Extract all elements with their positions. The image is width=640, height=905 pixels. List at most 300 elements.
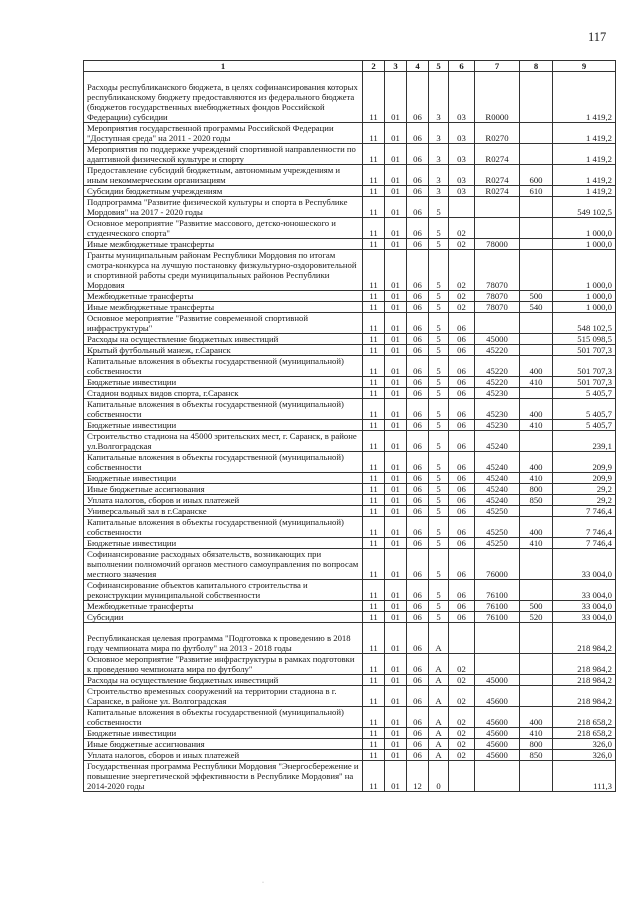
- row-name: Капитальные вложения в объекты государственной (муниципальной) собственности: [84, 452, 363, 473]
- amount: 1 419,2: [553, 165, 616, 186]
- subprogram-code: А: [429, 686, 449, 707]
- subprogram-code: А: [429, 707, 449, 728]
- program-code: 06: [407, 750, 429, 761]
- program-code: 06: [407, 484, 429, 495]
- subprogram-code: 5: [429, 506, 449, 517]
- expense-type-code: 600: [520, 165, 553, 186]
- subprogram-code: 5: [429, 612, 449, 623]
- subsection-code: 01: [385, 186, 407, 197]
- direction-code: 45230: [475, 399, 520, 420]
- amount: 218 984,2: [553, 686, 616, 707]
- program-code: 06: [407, 144, 429, 165]
- section-code: 11: [363, 420, 385, 431]
- subprogram-code: 5: [429, 484, 449, 495]
- amount: 1 000,0: [553, 218, 616, 239]
- program-code: 06: [407, 186, 429, 197]
- section-code: 11: [363, 452, 385, 473]
- row-name: Гранты муниципальным районам Республики Мордовия по итогам смотра-конкурса на лучшую постановку физкультурно-оздоровительной и спортивной работы среди муниципальных районов Республики Мордовия: [84, 250, 363, 291]
- row-name: Бюджетные инвестиции: [84, 420, 363, 431]
- subprogram-code: А: [429, 750, 449, 761]
- table-row: [84, 291, 616, 302]
- expense-type-code: [520, 580, 553, 601]
- direction-code: R0274: [475, 144, 520, 165]
- event-code: 06: [449, 356, 475, 377]
- amount: 218 984,2: [553, 623, 616, 654]
- direction-code: 76100: [475, 601, 520, 612]
- table-body: [84, 72, 616, 792]
- expense-type-code: 850: [520, 750, 553, 761]
- amount: 501 707,3: [553, 345, 616, 356]
- subprogram-code: 5: [429, 313, 449, 334]
- section-code: 11: [363, 399, 385, 420]
- event-code: [449, 623, 475, 654]
- table-row: [84, 356, 616, 377]
- direction-code: 78000: [475, 239, 520, 250]
- section-code: 11: [363, 218, 385, 239]
- amount: 5 405,7: [553, 420, 616, 431]
- subsection-code: 01: [385, 356, 407, 377]
- subprogram-code: 5: [429, 473, 449, 484]
- subprogram-code: 5: [429, 580, 449, 601]
- amount: 548 102,5: [553, 313, 616, 334]
- event-code: 02: [449, 739, 475, 750]
- subsection-code: 01: [385, 761, 407, 792]
- program-code: 06: [407, 239, 429, 250]
- row-name: Иные бюджетные ассигнования: [84, 739, 363, 750]
- amount: 33 004,0: [553, 601, 616, 612]
- expense-type-code: [520, 506, 553, 517]
- program-code: 06: [407, 686, 429, 707]
- row-name: Строительство стадиона на 45000 зрительских мест, г. Саранск, в районе ул.Волгоградская: [84, 431, 363, 452]
- direction-code: [475, 761, 520, 792]
- subprogram-code: 5: [429, 452, 449, 473]
- amount: 111,3: [553, 761, 616, 792]
- event-code: 06: [449, 388, 475, 399]
- budget-table: [83, 60, 616, 792]
- amount: 501 707,3: [553, 377, 616, 388]
- direction-code: 45220: [475, 356, 520, 377]
- amount: 1 419,2: [553, 123, 616, 144]
- subprogram-code: 3: [429, 123, 449, 144]
- program-code: 06: [407, 345, 429, 356]
- row-name: Основное мероприятие "Развитие современной спортивной инфраструктуры": [84, 313, 363, 334]
- program-code: 06: [407, 739, 429, 750]
- amount: 33 004,0: [553, 549, 616, 580]
- subsection-code: 01: [385, 144, 407, 165]
- program-code: 06: [407, 517, 429, 538]
- table-row: [84, 612, 616, 623]
- subsection-code: 01: [385, 538, 407, 549]
- program-code: 06: [407, 707, 429, 728]
- direction-code: 78070: [475, 250, 520, 291]
- program-code: 12: [407, 761, 429, 792]
- subsection-code: 01: [385, 452, 407, 473]
- table-row: [84, 452, 616, 473]
- event-code: 03: [449, 144, 475, 165]
- table-row: [84, 549, 616, 580]
- direction-code: [475, 654, 520, 675]
- subsection-code: 01: [385, 388, 407, 399]
- event-code: 06: [449, 506, 475, 517]
- table-row: [84, 313, 616, 334]
- row-name: Софинансирование объектов капитального строительства и реконструкции муниципальной собственности: [84, 580, 363, 601]
- subprogram-code: 5: [429, 538, 449, 549]
- expense-type-code: [520, 144, 553, 165]
- expense-type-code: [520, 123, 553, 144]
- amount: 33 004,0: [553, 580, 616, 601]
- event-code: 02: [449, 728, 475, 739]
- event-code: 03: [449, 186, 475, 197]
- direction-code: [475, 218, 520, 239]
- table-row: [84, 484, 616, 495]
- section-code: 11: [363, 313, 385, 334]
- expense-type-code: 410: [520, 420, 553, 431]
- amount: 5 405,7: [553, 388, 616, 399]
- row-name: Бюджетные инвестиции: [84, 377, 363, 388]
- subprogram-code: 5: [429, 377, 449, 388]
- subprogram-code: 5: [429, 345, 449, 356]
- amount: 7 746,4: [553, 538, 616, 549]
- amount: 1 419,2: [553, 72, 616, 123]
- direction-code: [475, 197, 520, 218]
- section-code: 11: [363, 377, 385, 388]
- program-code: 06: [407, 623, 429, 654]
- expense-type-code: 540: [520, 302, 553, 313]
- subsection-code: 01: [385, 612, 407, 623]
- subsection-code: 01: [385, 239, 407, 250]
- direction-code: 45250: [475, 506, 520, 517]
- table-row: [84, 250, 616, 291]
- expense-type-code: [520, 239, 553, 250]
- subprogram-code: 5: [429, 334, 449, 345]
- event-code: 02: [449, 750, 475, 761]
- subprogram-code: 5: [429, 356, 449, 377]
- expense-type-code: [520, 549, 553, 580]
- expense-type-code: 400: [520, 707, 553, 728]
- subprogram-code: А: [429, 728, 449, 739]
- event-code: 06: [449, 549, 475, 580]
- direction-code: 45220: [475, 377, 520, 388]
- program-code: 06: [407, 654, 429, 675]
- subsection-code: 01: [385, 517, 407, 538]
- column-header: 4: [407, 61, 429, 72]
- program-code: 06: [407, 506, 429, 517]
- section-code: 11: [363, 654, 385, 675]
- direction-code: 76100: [475, 612, 520, 623]
- section-code: 11: [363, 707, 385, 728]
- amount: 7 746,4: [553, 506, 616, 517]
- section-code: 11: [363, 144, 385, 165]
- section-code: 11: [363, 728, 385, 739]
- column-header: 2: [363, 61, 385, 72]
- amount: 515 098,5: [553, 334, 616, 345]
- subsection-code: 01: [385, 334, 407, 345]
- event-code: 03: [449, 123, 475, 144]
- program-code: 06: [407, 728, 429, 739]
- section-code: 11: [363, 484, 385, 495]
- subsection-code: 01: [385, 345, 407, 356]
- subsection-code: 01: [385, 399, 407, 420]
- amount: 29,2: [553, 484, 616, 495]
- expense-type-code: 410: [520, 728, 553, 739]
- row-name: Основное мероприятие "Развитие массового, детско-юношеского и студенческого спорта": [84, 218, 363, 239]
- amount: 549 102,5: [553, 197, 616, 218]
- program-code: 06: [407, 291, 429, 302]
- table-row: [84, 388, 616, 399]
- direction-code: R0000: [475, 72, 520, 123]
- direction-code: 78070: [475, 302, 520, 313]
- program-code: 06: [407, 334, 429, 345]
- direction-code: 45220: [475, 345, 520, 356]
- direction-code: 45250: [475, 538, 520, 549]
- subprogram-code: 3: [429, 165, 449, 186]
- amount: 1 419,2: [553, 186, 616, 197]
- expense-type-code: 800: [520, 484, 553, 495]
- table-row: [84, 399, 616, 420]
- table-row: [84, 750, 616, 761]
- program-code: 06: [407, 123, 429, 144]
- direction-code: 45230: [475, 420, 520, 431]
- subprogram-code: 5: [429, 250, 449, 291]
- row-name: Межбюджетные трансферты: [84, 291, 363, 302]
- event-code: 06: [449, 580, 475, 601]
- program-code: 06: [407, 302, 429, 313]
- table-row: [84, 197, 616, 218]
- program-code: 06: [407, 549, 429, 580]
- amount: 5 405,7: [553, 399, 616, 420]
- footer-mark: ·: [262, 880, 264, 886]
- section-code: 11: [363, 761, 385, 792]
- amount: 218 984,2: [553, 675, 616, 686]
- section-code: 11: [363, 431, 385, 452]
- subsection-code: 01: [385, 739, 407, 750]
- event-code: 02: [449, 250, 475, 291]
- program-code: 06: [407, 165, 429, 186]
- direction-code: [475, 623, 520, 654]
- subsection-code: 01: [385, 601, 407, 612]
- row-name: Капитальные вложения в объекты государственной (муниципальной) собственности: [84, 356, 363, 377]
- direction-code: [475, 313, 520, 334]
- subprogram-code: 5: [429, 549, 449, 580]
- event-code: 03: [449, 72, 475, 123]
- amount: 33 004,0: [553, 612, 616, 623]
- subprogram-code: 5: [429, 239, 449, 250]
- direction-code: 45240: [475, 431, 520, 452]
- subprogram-code: 3: [429, 144, 449, 165]
- section-code: 11: [363, 197, 385, 218]
- table-row: [84, 517, 616, 538]
- section-code: 11: [363, 356, 385, 377]
- amount: 7 746,4: [553, 517, 616, 538]
- section-code: 11: [363, 623, 385, 654]
- subprogram-code: 3: [429, 186, 449, 197]
- event-code: 06: [449, 313, 475, 334]
- subsection-code: 01: [385, 218, 407, 239]
- table-row: [84, 302, 616, 313]
- event-code: 02: [449, 218, 475, 239]
- direction-code: 45600: [475, 686, 520, 707]
- expense-type-code: 410: [520, 473, 553, 484]
- direction-code: R0274: [475, 186, 520, 197]
- row-name: Расходы на осуществление бюджетных инвестиций: [84, 675, 363, 686]
- subprogram-code: 3: [429, 72, 449, 123]
- section-code: 11: [363, 506, 385, 517]
- section-code: 11: [363, 123, 385, 144]
- table-row: [84, 654, 616, 675]
- expense-type-code: 520: [520, 612, 553, 623]
- direction-code: 45000: [475, 334, 520, 345]
- table-row: [84, 728, 616, 739]
- section-code: 11: [363, 675, 385, 686]
- table-row: [84, 675, 616, 686]
- table-row: [84, 218, 616, 239]
- expense-type-code: [520, 72, 553, 123]
- table-row: [84, 377, 616, 388]
- event-code: 03: [449, 165, 475, 186]
- subsection-code: 01: [385, 506, 407, 517]
- program-code: 06: [407, 612, 429, 623]
- row-name: Универсальный зал в г.Саранске: [84, 506, 363, 517]
- program-code: 06: [407, 431, 429, 452]
- amount: 1 000,0: [553, 239, 616, 250]
- subsection-code: 01: [385, 197, 407, 218]
- direction-code: 45230: [475, 388, 520, 399]
- amount: 326,0: [553, 739, 616, 750]
- row-name: Бюджетные инвестиции: [84, 538, 363, 549]
- program-code: 06: [407, 313, 429, 334]
- row-name: Государственная программа Республики Мордовия "Энергосбережение и повышение энергетической эффективности в Республике Мордовия" на 2014-2020 годы: [84, 761, 363, 792]
- section-code: 11: [363, 612, 385, 623]
- amount: 1 000,0: [553, 291, 616, 302]
- program-code: 06: [407, 601, 429, 612]
- program-code: 06: [407, 580, 429, 601]
- table-row: [84, 239, 616, 250]
- direction-code: 45600: [475, 728, 520, 739]
- section-code: 11: [363, 165, 385, 186]
- column-header: 7: [475, 61, 520, 72]
- subprogram-code: 5: [429, 388, 449, 399]
- section-code: 11: [363, 291, 385, 302]
- subprogram-code: А: [429, 654, 449, 675]
- row-name: Предоставление субсидий бюджетным, автономным учреждениям и иным некоммерческим организациям: [84, 165, 363, 186]
- expense-type-code: [520, 388, 553, 399]
- expense-type-code: [520, 654, 553, 675]
- row-name: Стадион водных видов спорта, г.Саранск: [84, 388, 363, 399]
- direction-code: 45240: [475, 484, 520, 495]
- subsection-code: 01: [385, 623, 407, 654]
- section-code: 11: [363, 250, 385, 291]
- row-name: Подпрограмма "Развитие физической культуры и спорта в Республике Мордовия" на 2017 - 2020 годы: [84, 197, 363, 218]
- event-code: 06: [449, 517, 475, 538]
- expense-type-code: 400: [520, 399, 553, 420]
- row-name: Мероприятия по поддержке учреждений спортивной направленности по адаптивной физической культуре и спорту: [84, 144, 363, 165]
- table-row: [84, 538, 616, 549]
- table-row: [84, 623, 616, 654]
- row-name: Субсидии бюджетным учреждениям: [84, 186, 363, 197]
- direction-code: R0274: [475, 165, 520, 186]
- direction-code: 45240: [475, 473, 520, 484]
- expense-type-code: 400: [520, 452, 553, 473]
- column-header: 3: [385, 61, 407, 72]
- expense-type-code: [520, 218, 553, 239]
- subprogram-code: 5: [429, 218, 449, 239]
- section-code: 11: [363, 334, 385, 345]
- table-row: [84, 580, 616, 601]
- section-code: 11: [363, 601, 385, 612]
- amount: 1 000,0: [553, 250, 616, 291]
- subprogram-code: 5: [429, 197, 449, 218]
- table-row: [84, 506, 616, 517]
- event-code: 06: [449, 452, 475, 473]
- event-code: 06: [449, 345, 475, 356]
- section-code: 11: [363, 388, 385, 399]
- event-code: 06: [449, 495, 475, 506]
- table-row: [84, 144, 616, 165]
- row-name: Уплата налогов, сборов и иных платежей: [84, 495, 363, 506]
- section-code: 11: [363, 495, 385, 506]
- program-code: 06: [407, 420, 429, 431]
- subsection-code: 01: [385, 377, 407, 388]
- subsection-code: 01: [385, 473, 407, 484]
- table-row: [84, 165, 616, 186]
- program-code: 06: [407, 399, 429, 420]
- subprogram-code: 5: [429, 291, 449, 302]
- subsection-code: 01: [385, 123, 407, 144]
- subsection-code: 01: [385, 431, 407, 452]
- subprogram-code: 5: [429, 431, 449, 452]
- program-code: 06: [407, 218, 429, 239]
- expense-type-code: [520, 761, 553, 792]
- event-code: 02: [449, 654, 475, 675]
- table-row: [84, 707, 616, 728]
- section-code: 11: [363, 302, 385, 313]
- expense-type-code: [520, 431, 553, 452]
- subsection-code: 01: [385, 728, 407, 739]
- event-code: [449, 761, 475, 792]
- event-code: 02: [449, 291, 475, 302]
- column-header: 5: [429, 61, 449, 72]
- amount: 1 419,2: [553, 144, 616, 165]
- event-code: 06: [449, 601, 475, 612]
- subsection-code: 01: [385, 654, 407, 675]
- table-row: [84, 186, 616, 197]
- subsection-code: 01: [385, 484, 407, 495]
- subsection-code: 01: [385, 302, 407, 313]
- expense-type-code: 500: [520, 291, 553, 302]
- table-row: [84, 761, 616, 792]
- table-row: [84, 431, 616, 452]
- program-code: 06: [407, 197, 429, 218]
- event-code: 02: [449, 686, 475, 707]
- table-row: [84, 123, 616, 144]
- row-name: Бюджетные инвестиции: [84, 473, 363, 484]
- column-header: 6: [449, 61, 475, 72]
- direction-code: 45240: [475, 452, 520, 473]
- subsection-code: 01: [385, 580, 407, 601]
- direction-code: 45600: [475, 707, 520, 728]
- section-code: 11: [363, 186, 385, 197]
- direction-code: R0270: [475, 123, 520, 144]
- section-code: 11: [363, 538, 385, 549]
- table-row: [84, 601, 616, 612]
- table-row: [84, 739, 616, 750]
- expense-type-code: 400: [520, 356, 553, 377]
- section-code: 11: [363, 473, 385, 484]
- expense-type-code: [520, 675, 553, 686]
- section-code: 11: [363, 750, 385, 761]
- table-row: [84, 420, 616, 431]
- amount: 326,0: [553, 750, 616, 761]
